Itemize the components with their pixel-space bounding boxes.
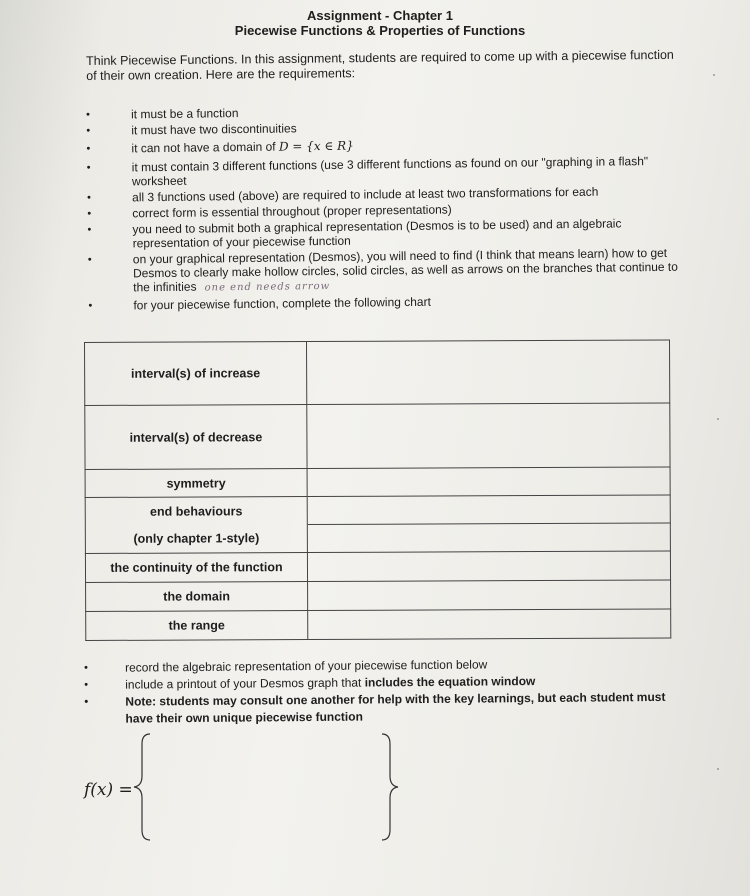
chart-answer-cell[interactable] — [307, 551, 670, 582]
chart-answer-cell[interactable] — [308, 609, 671, 640]
chart-label: symmetry — [85, 469, 307, 498]
requirement-item: • for your piecewise function, complete the following chart — [88, 294, 431, 313]
requirement-item: • on your graphical representation (Desmos), you will need to find (I think that means learn) how to get Desmos to clearly make hollow circles, solid circles, as well as arrows on the branches that continue to the infinities one end needs arrow — [87, 245, 678, 295]
requirement-item: • correct form is essential throughout (proper representations) — [87, 202, 452, 221]
domain-math: D = {x ∈ R} — [278, 138, 354, 154]
intro-paragraph: Think Piecewise Functions. In this assignment, students are required to come up with a piecewise function of their own creation. Here are the requirements: — [86, 47, 674, 83]
requirement-item: • it can not have a domain of D = {x ∈ R} — [86, 138, 354, 156]
bullet-icon: • — [86, 124, 91, 137]
table-row — [85, 403, 670, 470]
assignment-subtitle: Piecewise Functions & Properties of Functions — [234, 23, 526, 38]
chart-answer-cell[interactable] — [308, 580, 671, 611]
handwritten-note: one end needs arrow — [204, 280, 331, 294]
bullet-icon: • — [87, 207, 92, 220]
bullet-icon: • — [87, 253, 92, 266]
bullet-icon: • — [84, 695, 89, 708]
chart-label: end behaviours — [85, 497, 307, 526]
chart-answer-cell[interactable] — [307, 340, 670, 405]
page-mark: ˈ — [716, 766, 720, 780]
instruction-item: • include a printout of your Desmos graph that includes the equation window — [80, 672, 680, 694]
table-row — [85, 551, 670, 583]
chart-label: interval(s) of decrease — [85, 405, 307, 470]
bullet-icon: • — [86, 161, 91, 174]
closing-instructions — [80, 655, 681, 728]
table-row — [85, 523, 670, 554]
bullet-icon: • — [86, 108, 91, 121]
chart-answer-cell[interactable] — [307, 523, 670, 553]
instruction-note: • Note: students may consult one another for help with the key learnings, but each student must have their own unique piecewise function — [84, 689, 666, 726]
chart-label: interval(s) of increase — [85, 342, 307, 406]
requirements-list — [80, 101, 682, 315]
piecewise-brace-icon — [120, 730, 400, 845]
table-row — [85, 495, 670, 526]
chart-answer-cell[interactable] — [307, 403, 670, 469]
chart-answer-cell[interactable] — [307, 495, 670, 525]
bullet-icon: • — [84, 661, 88, 674]
bullet-icon: • — [84, 678, 89, 691]
bullet-icon: • — [87, 191, 92, 204]
requirement-item: • you need to submit both a graphical representation (Desmos is to be used) and an algebraic representation of your piecewise function — [87, 216, 622, 251]
table-row — [86, 609, 671, 641]
chart-label: the continuity of the function — [85, 553, 307, 583]
requirement-item: • it must have two discontinuities — [86, 121, 297, 138]
bullet-icon: • — [86, 142, 91, 155]
chart-answer-cell[interactable] — [307, 467, 670, 497]
properties-chart — [84, 339, 671, 641]
instruction-item: • record the algebraic representation of your piecewise function below — [80, 655, 680, 677]
function-label: f(x) = — [84, 780, 133, 800]
page-mark: ˈ — [712, 72, 716, 86]
requirement-item: • it must be a function — [86, 106, 239, 122]
assignment-title: Assignment - Chapter 1 — [307, 8, 453, 23]
bullet-icon: • — [87, 223, 92, 236]
bullet-icon: • — [88, 299, 93, 312]
table-row — [86, 580, 671, 612]
requirement-item: • all 3 functions used (above) are required to include at least two transformations for each — [87, 184, 599, 205]
requirement-item: • it must contain 3 different functions (use 3 different functions as found on our "graphing in a flash" worksheet — [86, 154, 649, 189]
table-row — [85, 467, 670, 498]
chart-label: (only chapter 1-style) — [85, 525, 307, 554]
chart-label: the domain — [86, 582, 308, 612]
chart-label: the range — [86, 611, 308, 641]
page-mark: ˈ — [716, 416, 720, 430]
table-row — [85, 340, 670, 406]
